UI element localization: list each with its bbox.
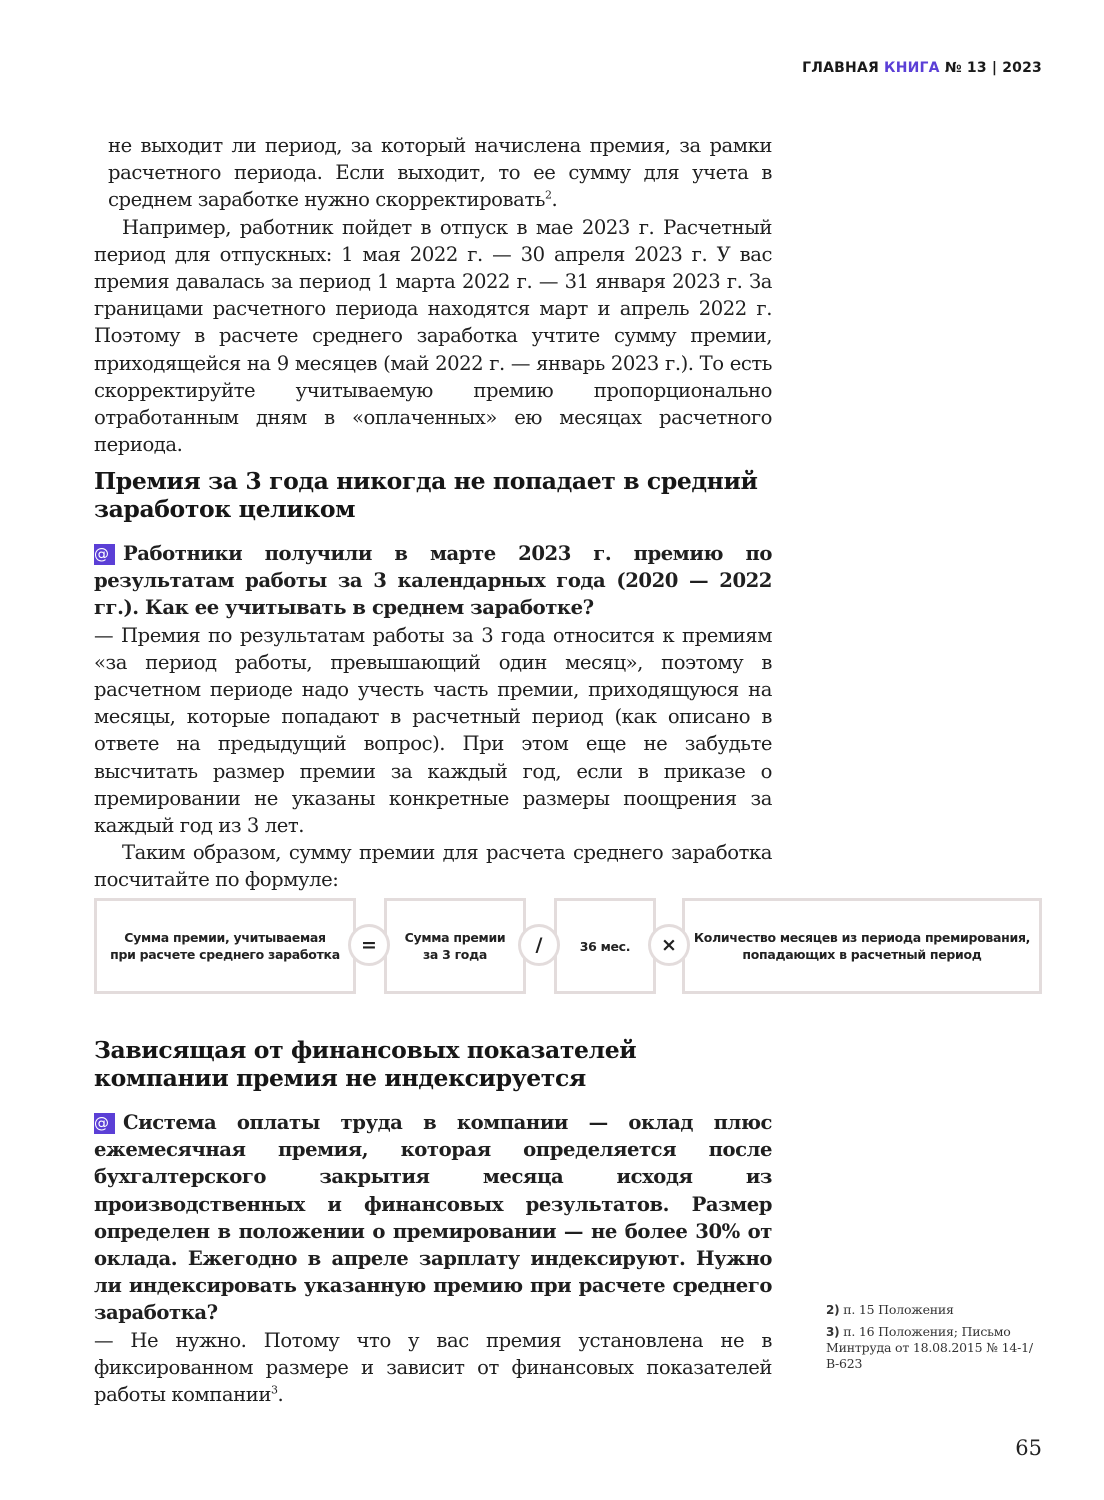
section-1-answer: — Премия по результатам работы за 3 года относится к премиям «за период работы, превышающий один месяц», поэтому в расчетном периоде надо учесть часть премии, приходящуюся на месяцы, которые попадают в расчетный период (как описано в ответе на предыдущий вопрос). При этом еще не забудьте высчитать размер премии за каждый год, если в приказе о премировании не указаны конкретные размеры поощрения за каждый год из 3 лет. <box>94 623 772 838</box>
formula-term-bonus-3-years: Сумма премии за 3 года <box>384 898 526 994</box>
at-icon: @ <box>94 544 115 565</box>
equals-icon: = <box>348 924 390 966</box>
section-2-question: @ Система оплаты труда в компании — оклад плюс ежемесячная премия, которая определяется после бухгалтерского закрытия месяца исходя из производственных и финансовых результатов. Размер определен в положении о премировании — не более 30% от оклада. Ежегодно в апреле зарплату индексируют. Нужно ли индексировать указанную премию при расчете среднего заработка? <box>94 1111 772 1325</box>
multiply-icon: × <box>648 924 690 966</box>
at-icon: @ <box>94 1113 115 1134</box>
section-1-paragraph: Таким образом, сумму премии для расчета среднего заработка посчитайте по формуле: <box>94 841 772 892</box>
header-magazine-name: ГЛАВНАЯ <box>802 60 879 76</box>
section-1-question: @ Работники получили в марте 2023 г. премию по результатам работы за 3 календарных года (2020 — 2022 гг.). Как ее учитывать в среднем заработке? <box>94 542 772 620</box>
divide-icon: / <box>518 924 560 966</box>
footnote-2: 2) п. 15 Положения <box>826 1302 954 1317</box>
section-1-title: Премия за 3 года никогда не попадает в средний заработок целиком <box>94 467 758 523</box>
running-header <box>802 60 1042 76</box>
formula-term-36-months: 36 мес. <box>554 898 656 994</box>
formula-term-bonus-counted: Сумма премии, учитываемая при расчете среднего заработка <box>94 898 356 994</box>
footnotes <box>826 1302 1036 1376</box>
section-1 <box>94 467 772 894</box>
bonus-formula <box>94 898 1042 994</box>
footnote-ref-2[interactable]: 2 <box>544 188 552 202</box>
footnote-3: 3) п. 16 Положения; Письмо Минтруда от 18.08.2015 № 14-1/В-623 <box>826 1323 1033 1371</box>
formula-term-months-count: Количество месяцев из периода премирования, попадающих в расчетный период <box>682 898 1042 994</box>
section-2-answer: — Не нужно. Потому что у вас премия установлена не в фиксированном размере и зависит от финансовых показателей работы компании$^3$. <box>94 1328 772 1407</box>
section-2 <box>94 1036 772 1408</box>
page-number: 65 <box>1015 1436 1042 1460</box>
intro-paragraph-1: не выходит ли период, за который начислена премия, за рамки расчетного периода. Если выходит, то ее сумму для учета в среднем заработке нужно скорректировать$^2$. <box>108 134 772 212</box>
header-magazine-name-accent: КНИГА <box>884 60 940 76</box>
header-issue: № 13 | 2023 <box>944 60 1042 76</box>
intro-block <box>94 132 772 458</box>
intro-paragraph-2: Например, работник пойдет в отпуск в мае 2023 г. Расчетный период для отпускных: 1 мая 2022 г. — 30 апреля 2023 г. У вас премия давалась за период 1 марта 2022 г. — 31 января 2023 г. За границами расчетного периода находятся март и апрель 2022 г. Поэтому в расчете среднего заработка учтите сумму премии, приходящейся на 9 месяцев (май 2022 г. — январь 2023 г.). То есть скорректируйте учитываемую премию пропорционально отработанным дням в «оплаченных» ею месяцах расчетного периода. <box>94 215 772 457</box>
footnote-ref-3[interactable]: 3 <box>270 1383 278 1397</box>
section-2-title: Зависящая от финансовых показателей компании премия не индексируется <box>94 1036 637 1092</box>
